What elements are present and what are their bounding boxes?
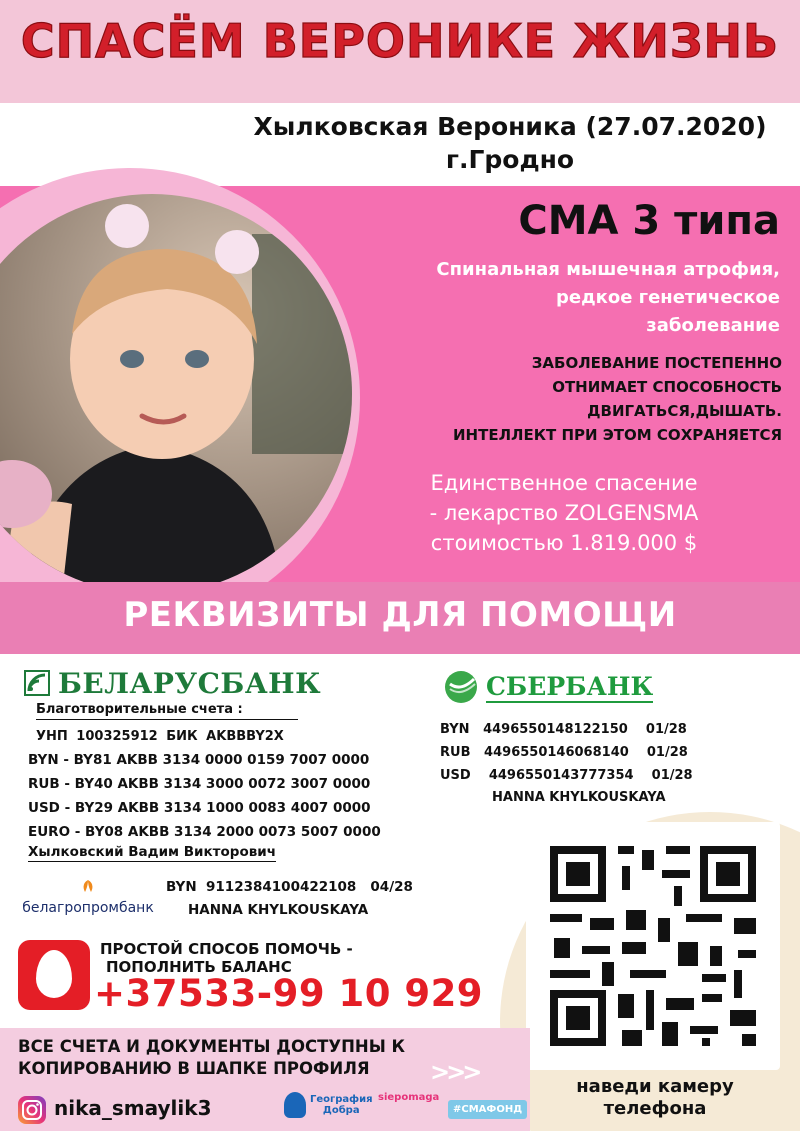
sberbank-logo bbox=[444, 670, 653, 704]
siepomaga-logo bbox=[378, 1092, 439, 1103]
sberbank-name: СБЕРБАНК bbox=[486, 671, 654, 701]
belarusbank-logo bbox=[24, 666, 321, 700]
arrows-icon: >>> bbox=[430, 1058, 479, 1086]
unp-bik: УНП 100325912 БИК AKBBBY2X bbox=[36, 729, 284, 744]
sberbank-icon bbox=[444, 670, 478, 704]
sber-card-byn[interactable]: BYN 4496550148122150 01/28 bbox=[440, 722, 687, 737]
sma-fond-logo: #СМАФОНД bbox=[448, 1100, 527, 1119]
footer-note: ВСЕ СЧЕТА И ДОКУМЕНТЫ ДОСТУПНЫ К КОПИРОВАНИЮ В ШАПКЕ ПРОФИЛЯ bbox=[18, 1037, 406, 1078]
warning-line: ИНТЕЛЛЕКТ ПРИ ЭТОМ СОХРАНЯЕТСЯ bbox=[453, 426, 782, 444]
instagram-handle[interactable]: nika_smaylik3 bbox=[54, 1096, 212, 1120]
requisites-title: РЕКВИЗИТЫ ДЛЯ ПОМОЩИ bbox=[123, 595, 677, 635]
sber-card-usd[interactable]: USD 4496550143777354 01/28 bbox=[440, 768, 693, 783]
cure-line: - лекарство ZOLGENSMA bbox=[429, 501, 699, 525]
geografia-dobra-logo bbox=[284, 1092, 373, 1118]
belarusbank-icon bbox=[24, 670, 50, 696]
child-name: Хылковская Вероника (27.07.2020) bbox=[253, 112, 767, 141]
cure-line: стоимостью 1.819.000 $ bbox=[430, 531, 698, 555]
account-usd[interactable]: USD - BY29 AKBB 3134 1000 0083 4007 0000 bbox=[28, 800, 371, 816]
warning-line: ОТНИМАЕТ СПОСОБНОСТЬ bbox=[552, 378, 782, 396]
phone-number[interactable]: +37533-99 10 929 bbox=[94, 972, 484, 1015]
diagnosis-description-line: Спинальная мышечная атрофия, bbox=[436, 259, 780, 280]
dove-icon bbox=[284, 1092, 306, 1118]
page-title: СПАСЁМ ВЕРОНИКЕ ЖИЗНЬ bbox=[20, 14, 780, 68]
geo-line1: География bbox=[310, 1094, 373, 1105]
diagnosis-title: СМА 3 типа bbox=[518, 198, 780, 244]
phone-text-line2: ПОПОЛНИТЬ БАЛАНС bbox=[106, 958, 292, 976]
cure-text bbox=[364, 468, 764, 558]
charity-accounts-label: Благотворительные счета : bbox=[36, 702, 298, 720]
sberbank-holder: HANNA KHYLKOUSKAYA bbox=[492, 790, 666, 805]
account-byn[interactable]: BYN - BY81 AKBB 3134 0000 0159 7007 0000 bbox=[28, 752, 370, 768]
diagnosis-description-line: редкое генетическое bbox=[555, 287, 780, 308]
siepomaga-text: siepomaga bbox=[378, 1092, 440, 1103]
cure-line: Единственное спасение bbox=[430, 471, 698, 495]
sber-card-rub[interactable]: RUB 4496550146068140 01/28 bbox=[440, 745, 688, 760]
bapb-card[interactable]: BYN 9112384100422108 04/28 bbox=[166, 879, 413, 895]
belagroprombank-name: белагропромбанк bbox=[22, 900, 154, 916]
qr-code-image bbox=[526, 822, 780, 1070]
belagroprombank-logo bbox=[18, 878, 158, 916]
warning-line: ДВИГАТЬСЯ,ДЫШАТЬ. bbox=[587, 402, 782, 420]
bapb-holder: HANNA KHYLKOUSKAYA bbox=[188, 902, 369, 918]
wheat-icon bbox=[77, 878, 99, 896]
belarusbank-name: БЕЛАРУСБАНК bbox=[58, 666, 322, 700]
phone-text-line1: ПРОСТОЙ СПОСОБ ПОМОЧЬ - bbox=[100, 940, 353, 958]
belarusbank-holder: Хылковский Вадим Викторович bbox=[28, 844, 276, 860]
child-city: г.Гродно bbox=[445, 145, 575, 174]
qr-code[interactable] bbox=[526, 822, 780, 1070]
diagnosis-description-line: заболевание bbox=[646, 315, 780, 336]
warning-line: ЗАБОЛЕВАНИЕ ПОСТЕПЕННО bbox=[531, 354, 782, 372]
account-rub[interactable]: RUB - BY40 AKBB 3134 3000 0072 3007 0000 bbox=[28, 776, 371, 792]
diagnosis-warning bbox=[362, 351, 782, 447]
geo-line2: Добра bbox=[322, 1105, 360, 1116]
instagram-icon[interactable] bbox=[18, 1096, 46, 1124]
diagnosis-description bbox=[360, 256, 780, 340]
account-euro[interactable]: EURO - BY08 AKBB 3134 2000 0073 5007 0000 bbox=[28, 824, 381, 840]
qr-caption: наведи камеру телефона bbox=[576, 1076, 734, 1119]
